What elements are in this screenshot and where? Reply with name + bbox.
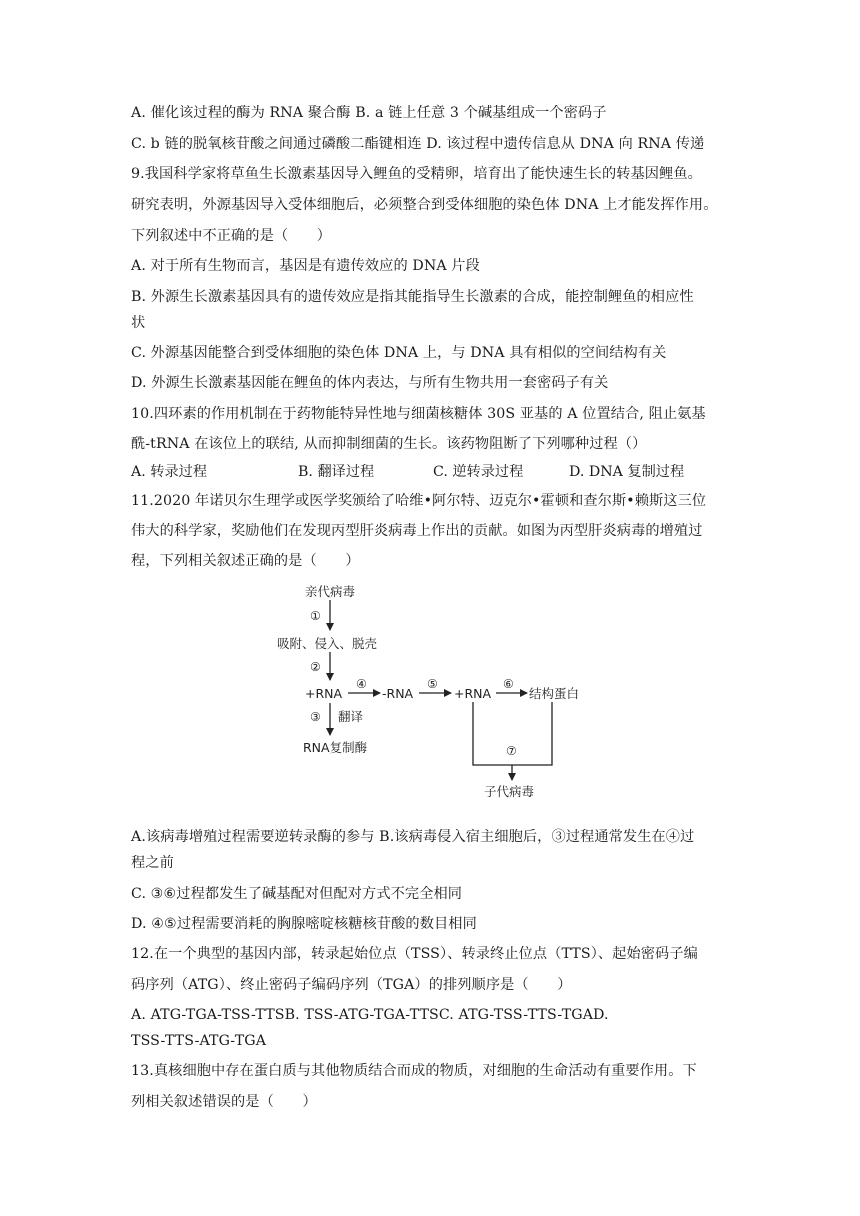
q9-option-c: C. 外源基因能整合到受体细胞的染色体 DNA 上，与 DNA 具有相似的空间结构有关 xyxy=(131,345,667,361)
q12-stem-line1: 12.在一个典型的基因内部，转录起始位点（TSS）、转录终止位点（TTS）、起始密码子编 xyxy=(131,946,698,962)
q13-stem-line1: 13.真核细胞中存在蛋白质与其他物质结合而成的物质，对细胞的生命活动有重要作用。下 xyxy=(131,1063,697,1079)
q10-stem-line2: 酰-tRNA 在该位上的联结, 从而抑制细菌的生长。该药物阻断了下列哪种过程（） xyxy=(131,436,647,452)
q11-option-ab-line2: 程之前 xyxy=(131,855,174,871)
q12-options-line1: A. ATG-TGA-TSS-TTSB. TSS-ATG-TGA-TTSC. ATG-TSS-TTS-TGAD. xyxy=(131,1007,609,1023)
label-structural-protein: 结构蛋白 xyxy=(529,686,580,701)
q9-stem-line1: 9.我国科学家将草鱼生长激素基因导入鲤鱼的受精卵，培育出了能快速生长的转基因鲤鱼。 xyxy=(131,166,702,182)
q11-stem-line3: 程，下列相关叙述正确的是（ ） xyxy=(131,553,360,569)
q12-stem-line2: 码序列（ATG）、终止密码子编码序列（TGA）的排列顺序是（ ） xyxy=(131,977,572,993)
q13-stem-line2: 列相关叙述错误的是（ ） xyxy=(131,1094,317,1110)
label-parent-virus: 亲代病毒 xyxy=(305,584,356,599)
q11-stem-line2: 伟大的科学家，奖励他们在发现丙型肝炎病毒上作出的贡献。如图为丙型肝炎病毒的增殖过 xyxy=(131,523,703,539)
marker-step1: ① xyxy=(310,609,321,623)
q10-option-b: B. 翻译过程 xyxy=(298,464,375,480)
q9-stem-line2: 研究表明，外源基因导入受体细胞后，必须整合到受体细胞的染色体 DNA 上才能发挥作用。 xyxy=(131,197,718,213)
q9-option-a: A. 对于所有生物而言，基因是有遗传效应的 DNA 片段 xyxy=(131,258,480,274)
hcv-replication-diagram xyxy=(268,578,598,808)
label-plus-rna-2: +RNA xyxy=(454,686,492,701)
marker-step5: ⑤ xyxy=(427,677,438,691)
marker-step2: ② xyxy=(310,660,321,674)
q8-options-ab: A. 催化该过程的酶为 RNA 聚合酶 B. a 链上任意 3 个碱基组成一个密码子 xyxy=(131,105,607,121)
q10-option-d: D. DNA 复制过程 xyxy=(569,464,685,480)
q9-stem-line3: 下列叙述中不正确的是（ ） xyxy=(131,228,332,244)
label-progeny-virus: 子代病毒 xyxy=(484,784,535,799)
q9-option-b-line2: 状 xyxy=(131,315,146,331)
label-translation: 翻译 xyxy=(338,709,364,724)
q10-option-c: C. 逆转录过程 xyxy=(433,464,524,480)
q8-options-cd: C. b 链的脱氧核苷酸之间通过磷酸二酯键相连 D. 该过程中遗传信息从 DNA 向 RNA 传递 xyxy=(131,136,705,152)
q11-option-c: C. ③⑥过程都发生了碱基配对但配对方式不完全相同 xyxy=(131,886,463,902)
q12-options-line2: TSS-TTS-ATG-TGA xyxy=(131,1033,267,1049)
marker-step7: ⑦ xyxy=(506,744,517,758)
q10-option-a: A. 转录过程 xyxy=(131,464,208,480)
q11-stem-line1: 11.2020 年诺贝尔生理学或医学奖颁给了哈维•阿尔特、迈克尔•霍顿和查尔斯•赖斯这三位 xyxy=(131,493,707,509)
label-attach-enter-uncoat: 吸附、侵入、脱壳 xyxy=(277,636,378,651)
label-minus-rna: -RNA xyxy=(382,686,414,701)
q11-option-d: D. ④⑤过程需要消耗的胸腺嘧啶核糖核苷酸的数目相同 xyxy=(131,916,477,932)
marker-step4: ④ xyxy=(356,677,367,691)
label-rna-replicase: RNA复制酶 xyxy=(303,740,368,755)
label-plus-rna-1: +RNA xyxy=(305,686,343,701)
q9-option-b-line1: B. 外源生长激素基因具有的遗传效应是指其能指导生长激素的合成，能控制鲤鱼的相应性 xyxy=(131,289,694,305)
marker-step3: ③ xyxy=(310,710,321,724)
marker-step6: ⑥ xyxy=(503,677,514,691)
q11-option-ab-line1: A.该病毒增殖过程需要逆转录酶的参与 B.该病毒侵入宿主细胞后，③过程通常发生在④过 xyxy=(131,829,695,845)
q9-option-d: D. 外源生长激素基因能在鲤鱼的体内表达，与所有生物共用一套密码子有关 xyxy=(131,375,609,391)
q10-stem-line1: 10.四环素的作用机制在于药物能特异性地与细菌核糖体 30S 亚基的 A 位置结合, 阻止氨基 xyxy=(131,406,706,422)
